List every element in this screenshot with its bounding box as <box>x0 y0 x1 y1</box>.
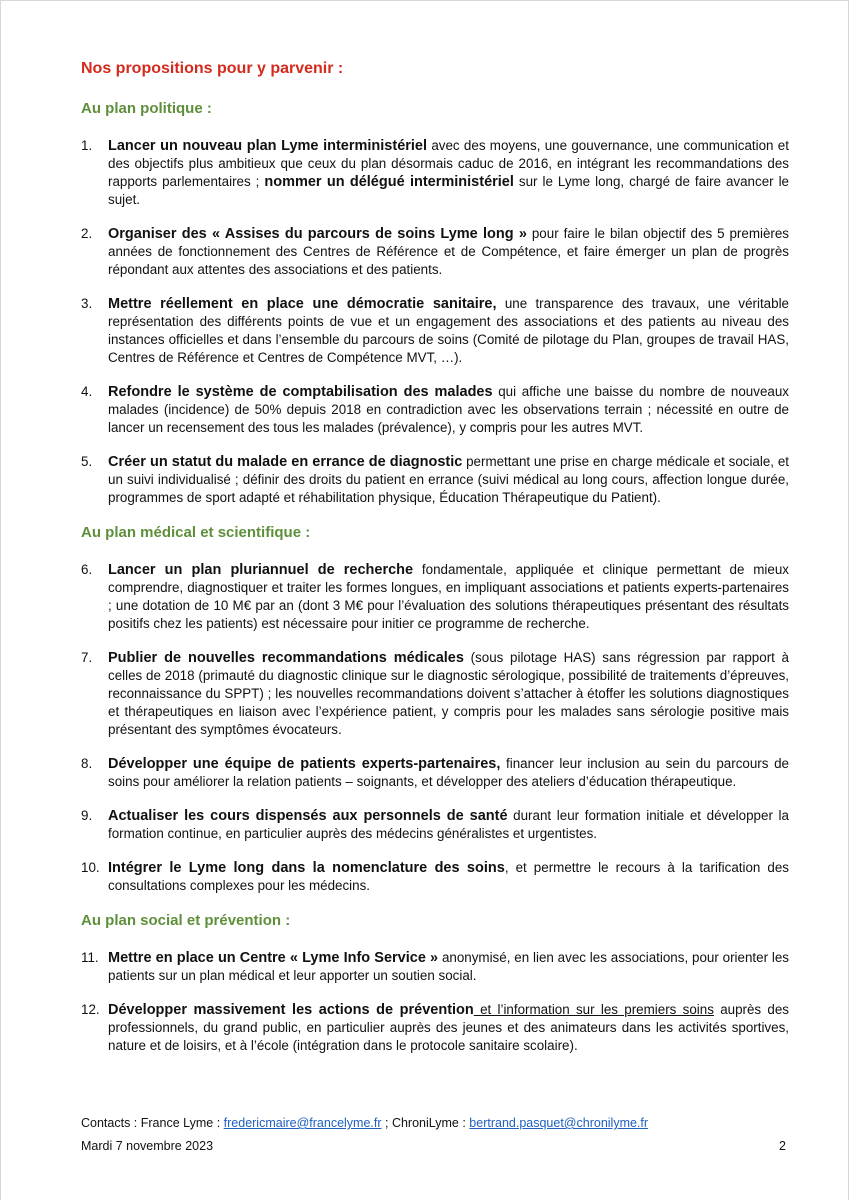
list-item <box>81 453 789 507</box>
list-item <box>81 383 789 437</box>
item-text: fondamentale, appliquée et clinique permettant de mieux comprendre, diagnostiquer et traiter les formes longues, en impliquant associations et patients experts-partenaires ; une dotation de 10 M€ par an (dont 3 M€ pour l’évaluation des solutions thérapeutiques présentant des résultats positifs chez les patients) est nécessaire pour initier ce programme de recherche. <box>108 562 789 631</box>
document-content <box>81 59 789 1071</box>
item-text: (sous pilotage HAS) sans régression par rapport à celles de 2018 (primauté du diagnostic clinique sur le diagnostic sérologique, possibilité de traitements d’épreuves, reconnaissance du SPPT) ; les nouvelles recommandations doivent s’attacher à étoffer les solutions diagnostiques et thérapeutiques en liaison avec l’expérience patient, y compris pour les malades sans sérologie positive mais présentant des symptômes évocateurs. <box>108 650 789 737</box>
item-text: auprès des professionnels, du grand public, en particulier auprès des jeunes et des animateurs dans les activités sportives, nature et de loisirs, et à l’école (intégration dans le protocole sanitaire scolaire). <box>108 1002 790 1053</box>
item-bold-text: Actualiser les cours dispensés aux personnels de santé <box>108 808 508 824</box>
item-number: 9. <box>81 808 93 823</box>
section-title: Au plan social et prévention : <box>81 912 291 929</box>
contacts-separator: ; ChroniLyme : <box>381 1116 470 1130</box>
item-number: 4. <box>81 384 93 399</box>
item-number: 12. <box>81 1002 100 1017</box>
item-number: 10. <box>81 860 100 875</box>
item-number: 7. <box>81 650 93 665</box>
list-item <box>81 649 789 739</box>
item-text: pour faire le bilan objectif des 5 premières années de fonctionnement des Centres de Référence et de Compétence, et faire émerger un plan de progrès répondant aux attentes des associations et des patients. <box>108 226 790 277</box>
list-item <box>81 137 789 209</box>
item-bold-text: Créer un statut du malade en errance de diagnostic <box>108 454 463 470</box>
item-text: sur le Lyme long, chargé de faire avancer le sujet. <box>108 174 789 207</box>
item-text: qui affiche une baisse du nombre de nouveaux malades (incidence) de 50% depuis 2018 en contradiction avec les observations terrain ; nécessité en outre de lancer un recensement des tous les malades (prévalence), y compris pour les autres MVT. <box>108 384 789 435</box>
email-link-france-lyme[interactable]: fredericmaire@francelyme.fr <box>223 1116 382 1130</box>
list-item <box>81 755 789 791</box>
list-item <box>81 225 789 279</box>
item-text: une transparence des travaux, une véritable représentation des différents points de vue et un engagement des associations et des patients au niveau des instances officielles et dans l’ensemble du parcours de soins (Comité de pilotage du Plan, groupes de travail HAS, Centres de Référence et Centres de Compétence MVT, …). <box>108 296 789 365</box>
proposal-list <box>81 949 789 1055</box>
item-number: 3. <box>81 296 93 311</box>
email-link-chronilyme[interactable]: bertrand.pasquet@chronilyme.fr <box>469 1116 649 1130</box>
item-underlined-text: et l’information sur les premiers soins <box>473 1002 714 1017</box>
item-number: 6. <box>81 562 93 577</box>
item-number: 2. <box>81 226 93 241</box>
item-bold-text: Lancer un plan pluriannuel de recherche <box>108 562 414 578</box>
list-item <box>81 1001 789 1055</box>
item-number: 5. <box>81 454 93 469</box>
item-text: durant leur formation initiale et développer la formation continue, en particulier auprès des médecins généralistes et urgentistes. <box>108 808 789 841</box>
list-item <box>81 949 789 985</box>
item-text: avec des moyens, une gouvernance, une communication et des objectifs plus ambitieux que ceux du plan désormais caduc de 2016, en intégrant les recommandations des rapports parlementaires ; <box>108 138 789 189</box>
item-bold-text: Organiser des « Assises du parcours de soins Lyme long » <box>108 226 527 242</box>
item-bold-text: Mettre en place un Centre « Lyme Info Service » <box>108 950 439 966</box>
item-bold-text: Développer une équipe de patients experts-partenaires, <box>108 756 501 772</box>
list-item <box>81 859 789 895</box>
page-number: 2 <box>779 1139 786 1153</box>
contacts-label: Contacts : France Lyme : <box>81 1116 224 1130</box>
item-text: anonymisé, en lien avec les associations, pour orienter les patients sur un plan médical et leur apporter un soutien social. <box>108 950 789 983</box>
footer-date: Mardi 7 novembre 2023 <box>81 1139 214 1153</box>
item-bold-text: Développer massivement les actions de prévention <box>108 1002 474 1018</box>
proposal-list <box>81 561 789 895</box>
list-item <box>81 295 789 367</box>
section-title: Au plan politique : <box>81 100 212 117</box>
item-number: 8. <box>81 756 93 771</box>
item-bold-text: Intégrer le Lyme long dans la nomenclature des soins <box>108 860 505 876</box>
proposal-list <box>81 137 789 507</box>
item-text: , et permettre le recours à la tarification des consultations complexes pour les médecins. <box>108 860 790 893</box>
section-title: Au plan médical et scientifique : <box>81 524 311 541</box>
item-text: permettant une prise en charge médicale et sociale, et un suivi individualisé ; définir des droits du patient en errance (suivi médical au long cours, affection longue durée, programmes de sport adapté et réhabilitation physique, Éducation Thérapeutique du Patient). <box>108 454 789 505</box>
contacts-line <box>81 1114 789 1132</box>
item-bold-text: Mettre réellement en place une démocratie sanitaire, <box>108 296 497 312</box>
item-bold-text: Publier de nouvelles recommandations médicales <box>108 650 464 666</box>
item-text: financer leur inclusion au sein du parcours de soins pour améliorer la relation patients – soignants, et développer des ateliers d’éducation thérapeutique. <box>108 756 789 789</box>
list-item <box>81 561 789 633</box>
item-bold-text: nommer un délégué interministériel <box>264 174 514 190</box>
sections-container <box>81 99 789 1055</box>
item-bold-text: Lancer un nouveau plan Lyme interministériel <box>108 138 428 154</box>
list-item <box>81 807 789 843</box>
item-bold-text: Refondre le système de comptabilisation des malades <box>108 384 493 400</box>
page-title: Nos propositions pour y parvenir : <box>81 60 344 77</box>
item-number: 1. <box>81 138 93 153</box>
item-number: 11. <box>81 950 99 965</box>
